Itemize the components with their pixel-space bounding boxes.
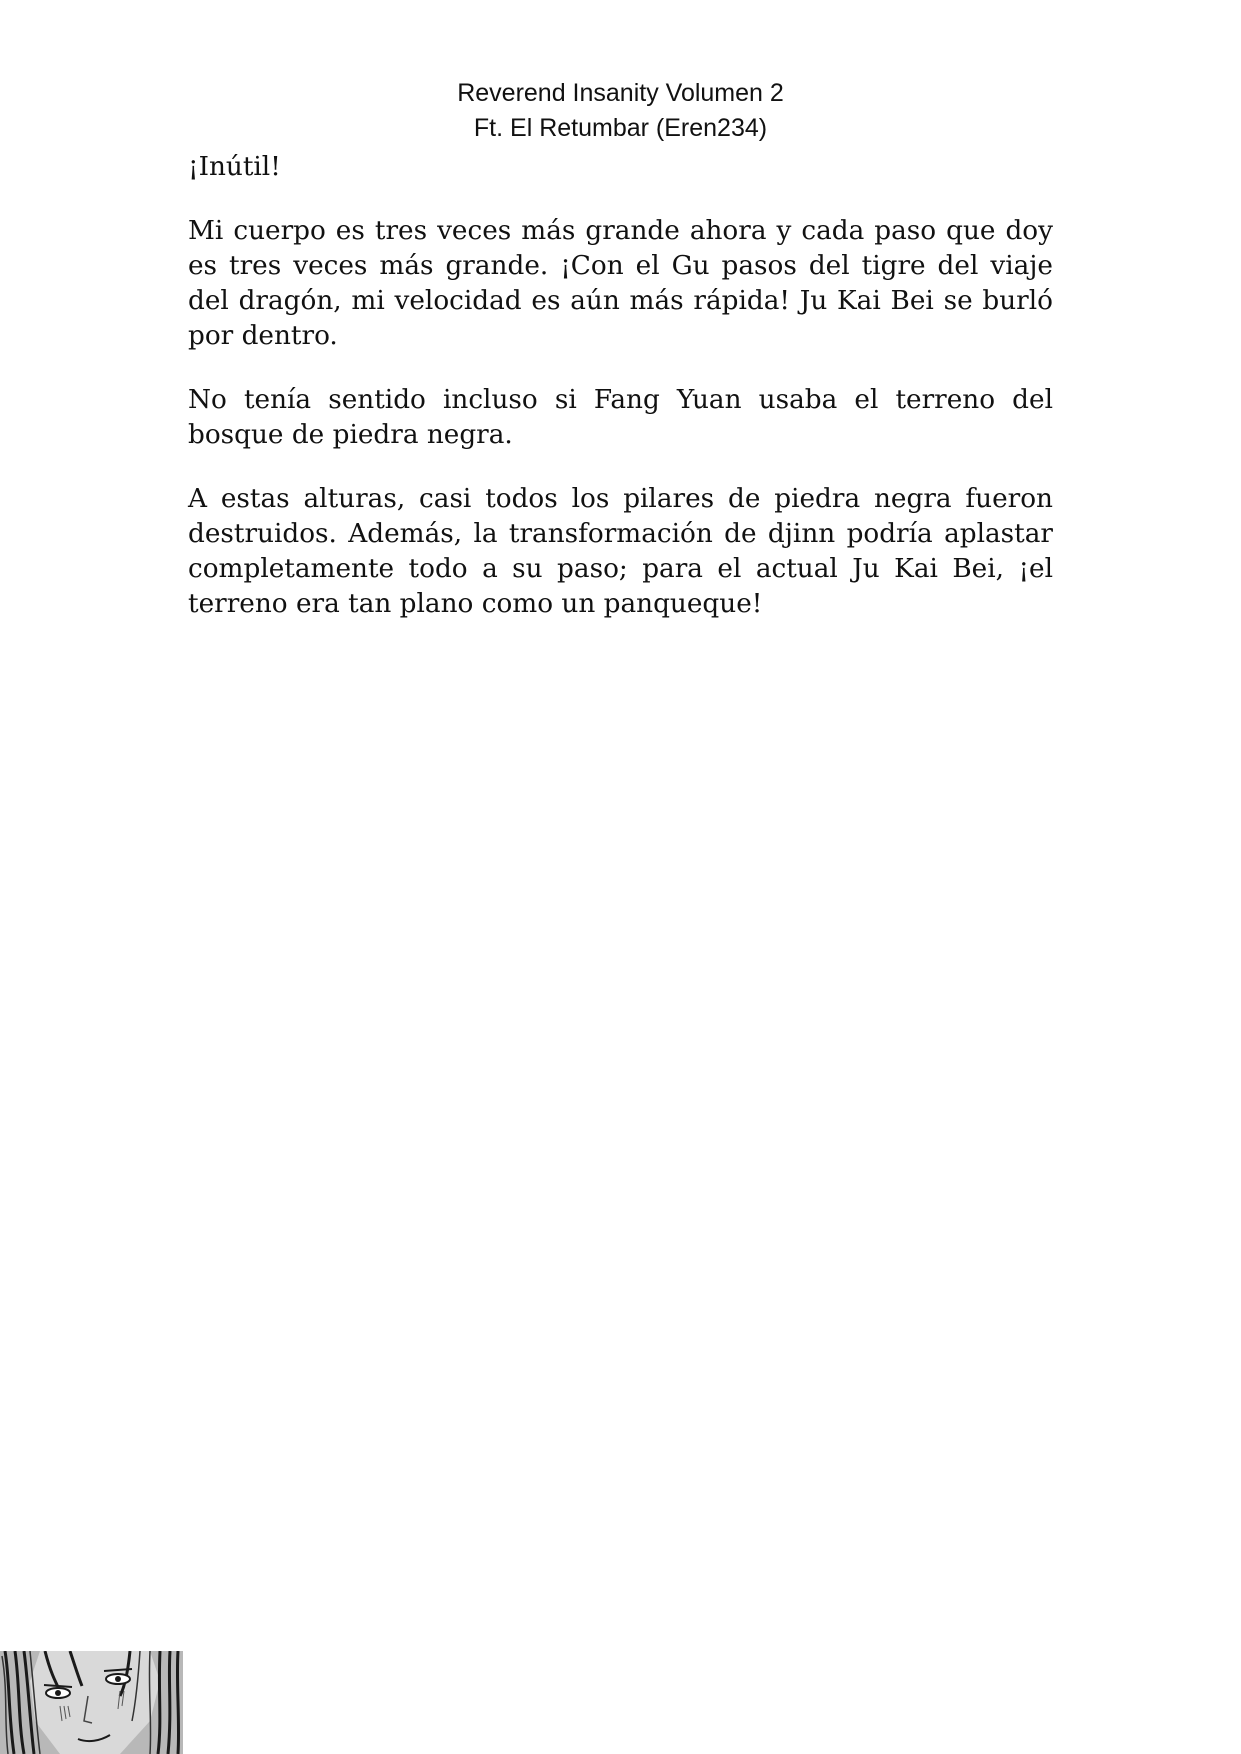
paragraph-2: [188, 214, 1053, 354]
paragraph-line: terreno era tan plano como un panqueque!: [188, 589, 763, 619]
paragraph-3: [188, 383, 1053, 453]
paragraph-line: No tenía sentido incluso si Fang Yuan usaba el terreno del: [188, 385, 1053, 415]
paragraph-line: del dragón, mi velocidad es aún más rápida! Ju Kai Bei se burló: [188, 286, 1053, 316]
paragraph-1: [188, 150, 1053, 185]
paragraph-line: es tres veces más grande. ¡Con el Gu pasos del tigre del viaje: [188, 251, 1053, 281]
header-subtitle: Ft. El Retumbar (Eren234): [473, 114, 768, 142]
paragraph-line: bosque de piedra negra.: [188, 420, 513, 450]
body-text: [188, 150, 1053, 651]
character-portrait-image: [0, 1651, 183, 1754]
paragraph-4: [188, 482, 1053, 622]
paragraph-line: Mi cuerpo es tres veces más grande ahora y cada paso que doy: [188, 216, 1053, 246]
paragraph-line: por dentro.: [188, 321, 338, 351]
paragraph-line: completamente todo a su paso; para el actual Ju Kai Bei, ¡el: [188, 554, 1053, 584]
portrait-illustration: [0, 1651, 183, 1754]
header-title: Reverend Insanity Volumen 2: [457, 79, 784, 107]
paragraph-line: destruidos. Además, la transformación de djinn podría aplastar: [188, 519, 1053, 549]
paragraph-line: A estas alturas, casi todos los pilares de piedra negra fueron: [188, 484, 1053, 514]
paragraph-line: ¡Inútil!: [188, 152, 281, 182]
